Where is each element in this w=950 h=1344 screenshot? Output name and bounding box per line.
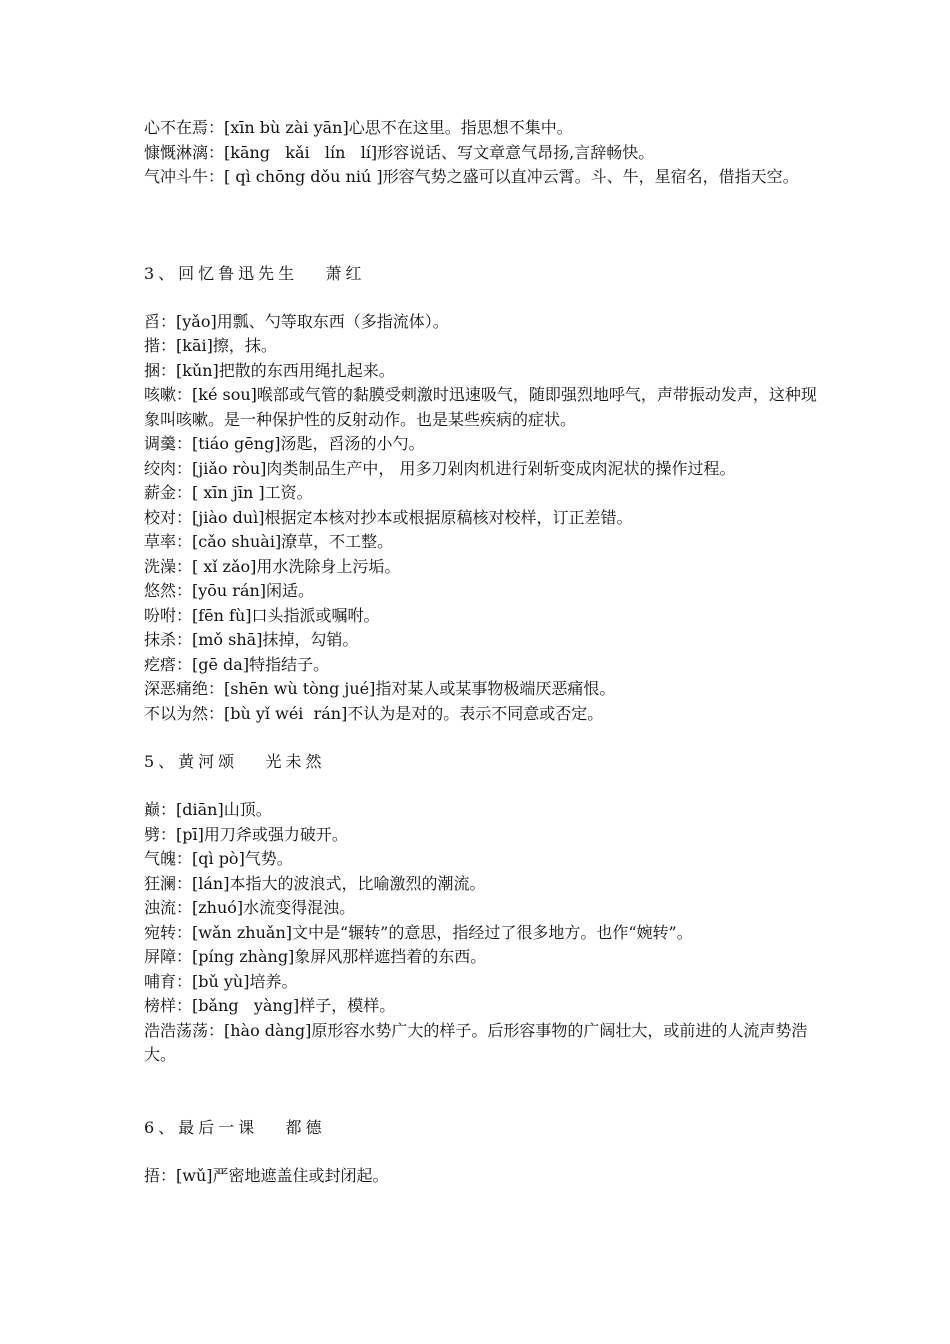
section-heading: 5、黄河颂 光未然 (144, 752, 326, 771)
vocab-entry: 哺育：[bǔ yù]培养。 (144, 971, 298, 991)
section-heading: 6、最后一课 都德 (144, 1117, 326, 1137)
spacer (144, 286, 824, 310)
section-continued (144, 116, 824, 190)
vocab-entry: 揩：[kāi]擦，抹。 (144, 336, 277, 355)
vocab-entry: 疙瘩：[gē da]特指结子。 (144, 654, 330, 674)
vocab-entry: 浊流：[zhuó]水流变得混浊。 (144, 898, 356, 917)
vocab-entry: 气魄：[qì pò]气势。 (144, 849, 293, 868)
vocab-entry: 劈：[pī]用刀斧或强力破开。 (144, 824, 348, 844)
section-heading: 3、回忆鲁迅先生 萧红 (144, 263, 366, 283)
section-lesson-5 (144, 750, 824, 1068)
vocab-entry: 舀：[yǎo]用瓢、勺等取东西（多指流体）。 (144, 311, 449, 331)
section-lesson-3 (144, 262, 824, 727)
vocab-entry: 薪金：[ xīn jīn ]工资。 (144, 483, 313, 502)
spacer (144, 1068, 824, 1116)
vocab-entry: 捆：[kǔn]把散的东西用绳扎起来。 (144, 360, 395, 380)
vocab-entry: 榜样：[bǎng yàng]样子，模样。 (144, 996, 396, 1015)
vocab-entry: 宛转：[wǎn zhuǎn]文中是“辗转”的意思，指经过了很多地方。也作“婉转”。 (144, 922, 693, 942)
vocab-entry: 浩浩荡荡：[hào dàng]原形容水势广大的样子。后形容事物的广阔壮大，或前进的人流声势浩大。 (144, 1020, 808, 1064)
vocab-entry: 捂：[wǔ]严密地遮盖住或封闭起。 (144, 1165, 389, 1185)
vocab-entry: 悠然：[yōu rán]闲适。 (144, 581, 315, 600)
section-lesson-6 (144, 1116, 824, 1189)
spacer (144, 774, 824, 798)
vocab-entry: 不以为然：[bù yǐ wéi rán]不认为是对的。表示不同意或否定。 (144, 703, 604, 723)
vocab-entry: 草率：[cǎo shuài]潦草，不工整。 (144, 532, 394, 551)
vocab-entry: 气冲斗牛：[ qì chōng dǒu niú ]形容气势之盛可以直冲云霄。斗、牛，星宿名，借指天空。 (144, 167, 799, 186)
vocab-entry: 咳嗽：[ké sou]喉部或气管的黏膜受刺激时迅速吸气，随即强烈地呼气，声带振动发声，这种现象叫咳嗽。是一种保护性的反射动作。也是某些疾病的症状。 (144, 385, 817, 429)
vocab-entry: 绞肉：[jiǎo ròu]肉类制品生产中， 用多刀剁肉机进行剁斩变成肉泥状的操作过程。 (144, 458, 736, 478)
spacer (144, 1140, 824, 1164)
document-page (144, 116, 824, 1188)
vocab-entry: 巅：[diān]山顶。 (144, 800, 272, 819)
spacer (144, 190, 824, 262)
spacer (144, 726, 824, 750)
vocab-entry: 校对：[jiào duì]根据定本核对抄本或根据原稿核对校样，订正差错。 (144, 507, 633, 527)
vocab-entry: 吩咐：[fēn fù]口头指派或嘱咐。 (144, 605, 380, 625)
vocab-entry: 心不在焉：[xīn bù zài yān]心思不在这里。指思想不集中。 (144, 118, 573, 137)
vocab-entry: 深恶痛绝：[shēn wù tòng jué]指对某人或某事物极端厌恶痛恨。 (144, 679, 616, 698)
vocab-entry: 洗澡：[ xǐ zǎo]用水洗除身上污垢。 (144, 556, 401, 576)
vocab-entry: 抹杀：[mǒ shā]抹掉，勾销。 (144, 630, 359, 649)
vocab-entry: 狂澜：[lán]本指大的波浪式，比喻激烈的潮流。 (144, 873, 486, 893)
vocab-entry: 屏障：[píng zhàng]象屏风那样遮挡着的东西。 (144, 947, 487, 966)
vocab-entry: 调羹：[tiáo gēng]汤匙，舀汤的小勺。 (144, 434, 425, 453)
vocab-entry: 慷慨淋漓：[kāng kǎi lín lí]形容说话、写文章意气昂扬,言辞畅快。 (144, 142, 655, 162)
